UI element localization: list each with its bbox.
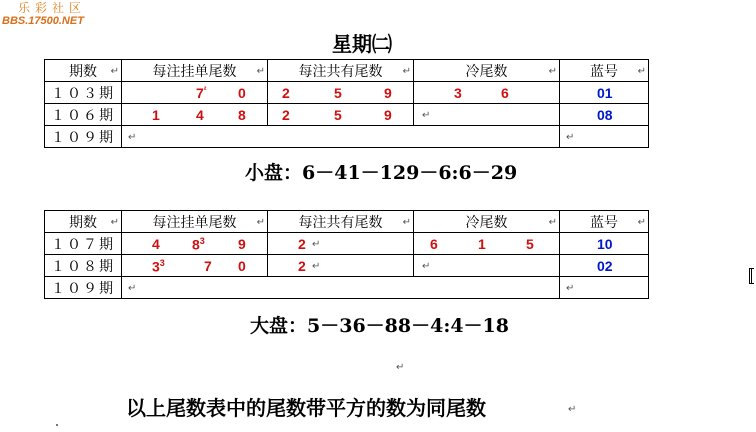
table1-header-cold: 冷尾数 ↵: [414, 60, 560, 82]
single-tail-cell: $3^3$ 7 0: [122, 255, 268, 277]
table-row: [45, 82, 649, 104]
tail-table-2: [44, 210, 649, 299]
table-row: [45, 233, 649, 255]
table-row: [45, 255, 649, 277]
table1-header-period: 期数 ↵: [45, 60, 122, 82]
common-tail-cell: 2 ↵: [268, 233, 414, 255]
common-tail-cell: 2 ↵: [268, 255, 414, 277]
table-row: [45, 277, 649, 299]
cold-tail-cell: ↵: [414, 255, 560, 277]
watermark-url-text: BBS.17500.NET: [2, 15, 84, 27]
single-tail-cell: 1 4 8: [122, 104, 268, 126]
table2-header-row: [45, 211, 649, 233]
blue-number-cell: 08: [560, 104, 649, 126]
page-heading: 星期㈡: [332, 32, 392, 56]
single-tail-cell: 4 $8^3$ 9: [122, 233, 268, 255]
period-cell: １０６期: [45, 104, 122, 126]
blue-number-cell: 10: [560, 233, 649, 255]
small-line-text: 小盘：6－41－129－6:6－29: [245, 162, 518, 184]
period-cell: １０８期: [45, 255, 122, 277]
footnote-text: 以上尾数表中的尾数带平方的数为同尾数: [126, 396, 486, 420]
table2-header-period: 期数 ↵: [45, 211, 122, 233]
period-cell: １０３期: [45, 82, 122, 104]
blue-number-cell: ↵: [560, 126, 649, 148]
cold-tail-cell: 6 1 5: [414, 233, 560, 255]
paragraph-mark: ↵: [568, 404, 577, 415]
period-cell: １０９期: [45, 277, 122, 299]
table-row: [45, 126, 649, 148]
period-cell: １０９期: [45, 126, 122, 148]
table2-header-blue: 蓝号 ↵: [560, 211, 649, 233]
table1-header-blue: 蓝号 ↵: [560, 60, 649, 82]
watermark-top-text: 乐彩社区: [18, 1, 87, 15]
table1-header-single: 每注挂单尾数 ↵: [122, 60, 268, 82]
tail-table-1: [44, 59, 649, 148]
table2-header-cold: 冷尾数 ↵: [414, 211, 560, 233]
blue-number-cell: 02: [560, 255, 649, 277]
table2-header-common: 每注共有尾数 ↵: [268, 211, 414, 233]
common-tail-cell: 2 5 9: [268, 82, 414, 104]
big-line-text: 大盘：5－36－88－4:4－18: [250, 315, 509, 337]
table-row: [45, 104, 649, 126]
empty-merged-cell: ↵: [122, 126, 560, 148]
cold-tail-cell: ↵: [414, 104, 560, 126]
blue-number-cell: ↵: [560, 277, 649, 299]
paragraph-mark: ↵: [396, 362, 405, 373]
text-cursor-icon: [749, 268, 754, 284]
watermark-logo: [2, 2, 86, 27]
empty-merged-cell: ↵: [122, 277, 560, 299]
common-tail-cell: 2 5 9: [268, 104, 414, 126]
blue-number-cell: 01: [560, 82, 649, 104]
single-tail-cell: $7^{^2}$ 0: [122, 82, 268, 104]
cold-tail-cell: 3 6: [414, 82, 560, 104]
period-cell: １０７期: [45, 233, 122, 255]
table1-header-common: 每注共有尾数 ↵: [268, 60, 414, 82]
decorative-dot: [56, 424, 58, 426]
table1-header-row: [45, 60, 649, 82]
table2-header-single: 每注挂单尾数 ↵: [122, 211, 268, 233]
